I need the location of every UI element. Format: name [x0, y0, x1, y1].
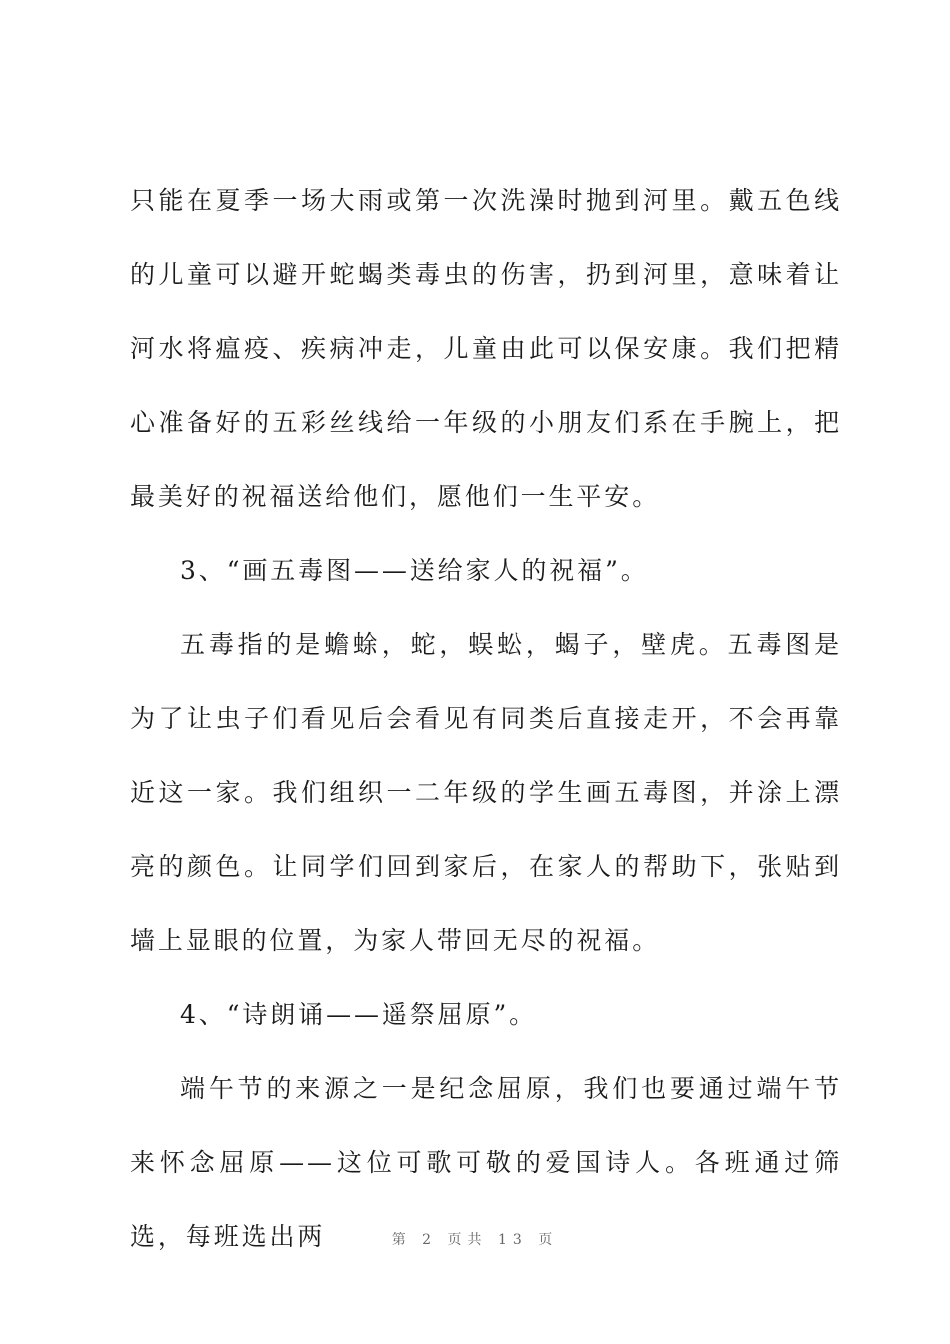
section-heading-3: 3、“画五毒图——送给家人的祝福”。 [180, 556, 649, 585]
page-number-footer: 第 2 页共 13 页 [391, 1232, 559, 1248]
paragraph-five-poisons: 五毒指的是蟾蜍，蛇，蜈蚣，蝎子，壁虎。五毒图是为了让虫子们看见后会看见有同类后直接走开，不会再靠近这一家。我们组织一二年级的学生画五毒图，并涂上漂亮的颜色。让同学们回到家后，在家人的帮助下，张贴到墙上显眼的位置，为家人带回无尽的祝福。 [130, 630, 842, 955]
paragraph-qu-yuan: 端午节的来源之一是纪念屈原，我们也要通过端午节来怀念屈原——这位可歌可敬的爱国诗人。各班通过筛选，每班选出两 [130, 1074, 842, 1251]
document-body [130, 164, 842, 1274]
paragraph-continuation: 只能在夏季一场大雨或第一次洗澡时抛到河里。戴五色线的儿童可以避开蛇蝎类毒虫的伤害，扔到河里，意味着让河水将瘟疫、疾病冲走，儿童由此可以保安康。我们把精心准备好的五彩丝线给一年级的小朋友们系在手腕上，把最美好的祝福送给他们，愿他们一生平安。 [130, 186, 842, 511]
section-heading-4: 4、“诗朗诵——遥祭屈原”。 [180, 1000, 538, 1029]
